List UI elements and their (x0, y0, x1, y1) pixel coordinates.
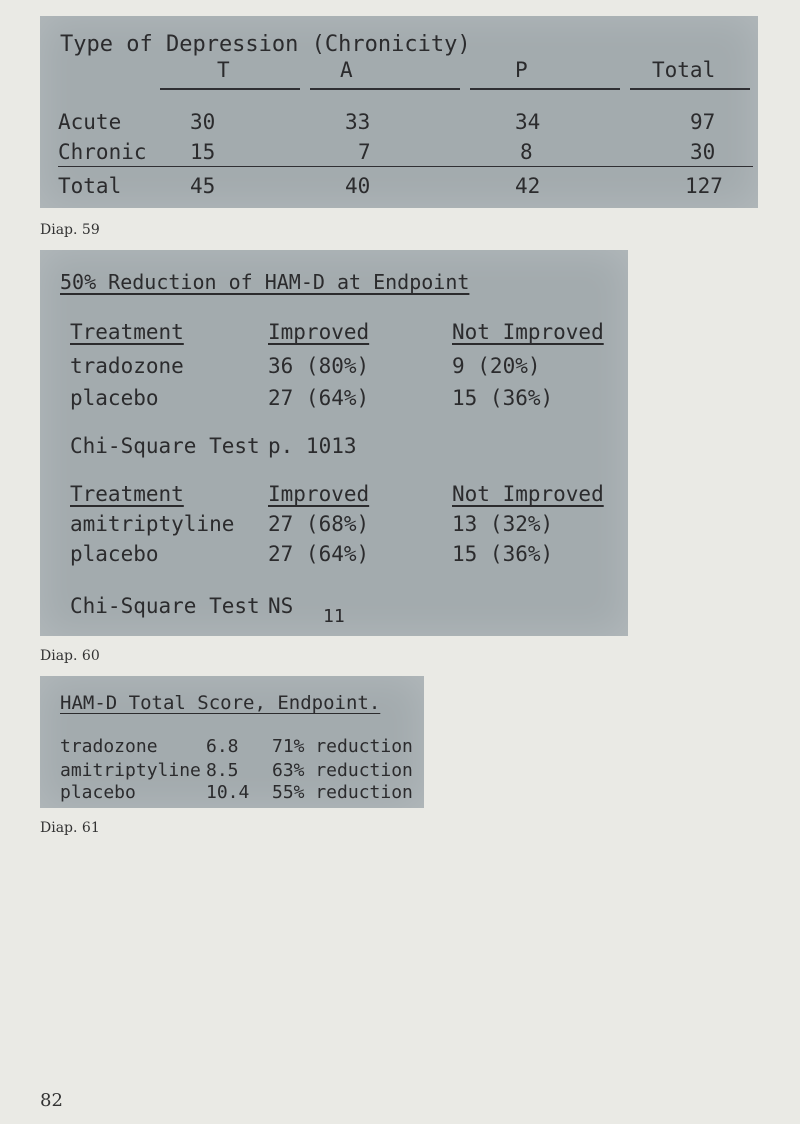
total-rule (58, 166, 753, 167)
cell: 13 (32%) (452, 512, 554, 536)
col-header-treatment: Treatment (70, 482, 184, 506)
cell: 27 (68%) (268, 512, 370, 536)
cell: 15 (36%) (452, 386, 554, 410)
header-rule-t (160, 88, 300, 90)
row-label: tradozone (60, 736, 158, 757)
cell: 71% reduction (272, 736, 413, 757)
col-header-p: P (515, 58, 528, 82)
col-header-t: T (217, 58, 230, 82)
cell: 42 (515, 174, 541, 198)
row-label-total: Total (58, 174, 122, 198)
row-label: placebo (70, 386, 159, 410)
row-label-chronic: Chronic (58, 140, 147, 164)
cell: 55% reduction (272, 782, 413, 803)
row-label: placebo (70, 542, 159, 566)
cell: 27 (64%) (268, 386, 370, 410)
chi-square-value: NS (268, 594, 294, 618)
cell: 40 (345, 174, 371, 198)
col-header-a: A (340, 58, 353, 82)
row-label-acute: Acute (58, 110, 122, 134)
cell: 33 (345, 110, 371, 134)
slide-title: HAM-D Total Score, Endpoint. (60, 692, 381, 714)
cell: 15 (36%) (452, 542, 554, 566)
chi-square-label: Chi-Square Test (70, 434, 260, 458)
col-header-improved: Improved (268, 320, 370, 344)
cell: 45 (190, 174, 216, 198)
page-number: 82 (40, 1090, 63, 1111)
cell: 15 (190, 140, 216, 164)
col-header-treatment: Treatment (70, 320, 184, 344)
header-rule-total (630, 88, 750, 90)
col-header-improved: Improved (268, 482, 370, 506)
cell: 36 (80%) (268, 354, 370, 378)
col-header-total: Total (652, 58, 716, 82)
row-label: amitriptyline (70, 512, 235, 536)
slide-title: Type of Depression (Chronicity) (60, 32, 471, 57)
chi-square-label: Chi-Square Test (70, 594, 260, 618)
cell: 9 (20%) (452, 354, 541, 378)
row-label: placebo (60, 782, 136, 803)
cell: 6.8 (206, 736, 239, 757)
cell: 8 (520, 140, 533, 164)
chi-square-value: p. 1013 (268, 434, 357, 458)
row-label: amitriptyline (60, 760, 201, 781)
cell: 27 (64%) (268, 542, 370, 566)
cell: 10.4 (206, 782, 250, 803)
cell: 127 (685, 174, 723, 198)
col-header-not-improved: Not Improved (452, 320, 604, 344)
slide-diap-60 (40, 250, 628, 636)
header-rule-a (310, 88, 460, 90)
cell: 34 (515, 110, 541, 134)
caption-diap-61: Diap. 61 (40, 820, 100, 836)
cell: 7 (358, 140, 371, 164)
cell: 8.5 (206, 760, 239, 781)
caption-diap-60: Diap. 60 (40, 648, 100, 664)
slide-title: 50% Reduction of HAM-D at Endpoint (60, 270, 470, 294)
col-header-not-improved: Not Improved (452, 482, 604, 506)
header-rule-p (470, 88, 620, 90)
cell: 63% reduction (272, 760, 413, 781)
row-label: tradozone (70, 354, 184, 378)
cell: 30 (690, 140, 716, 164)
cell: 97 (690, 110, 716, 134)
slide-diap-59 (40, 16, 758, 208)
caption-diap-59: Diap. 59 (40, 222, 100, 238)
slide-number: 11 (323, 606, 345, 627)
slide-diap-61 (40, 676, 424, 808)
cell: 30 (190, 110, 216, 134)
